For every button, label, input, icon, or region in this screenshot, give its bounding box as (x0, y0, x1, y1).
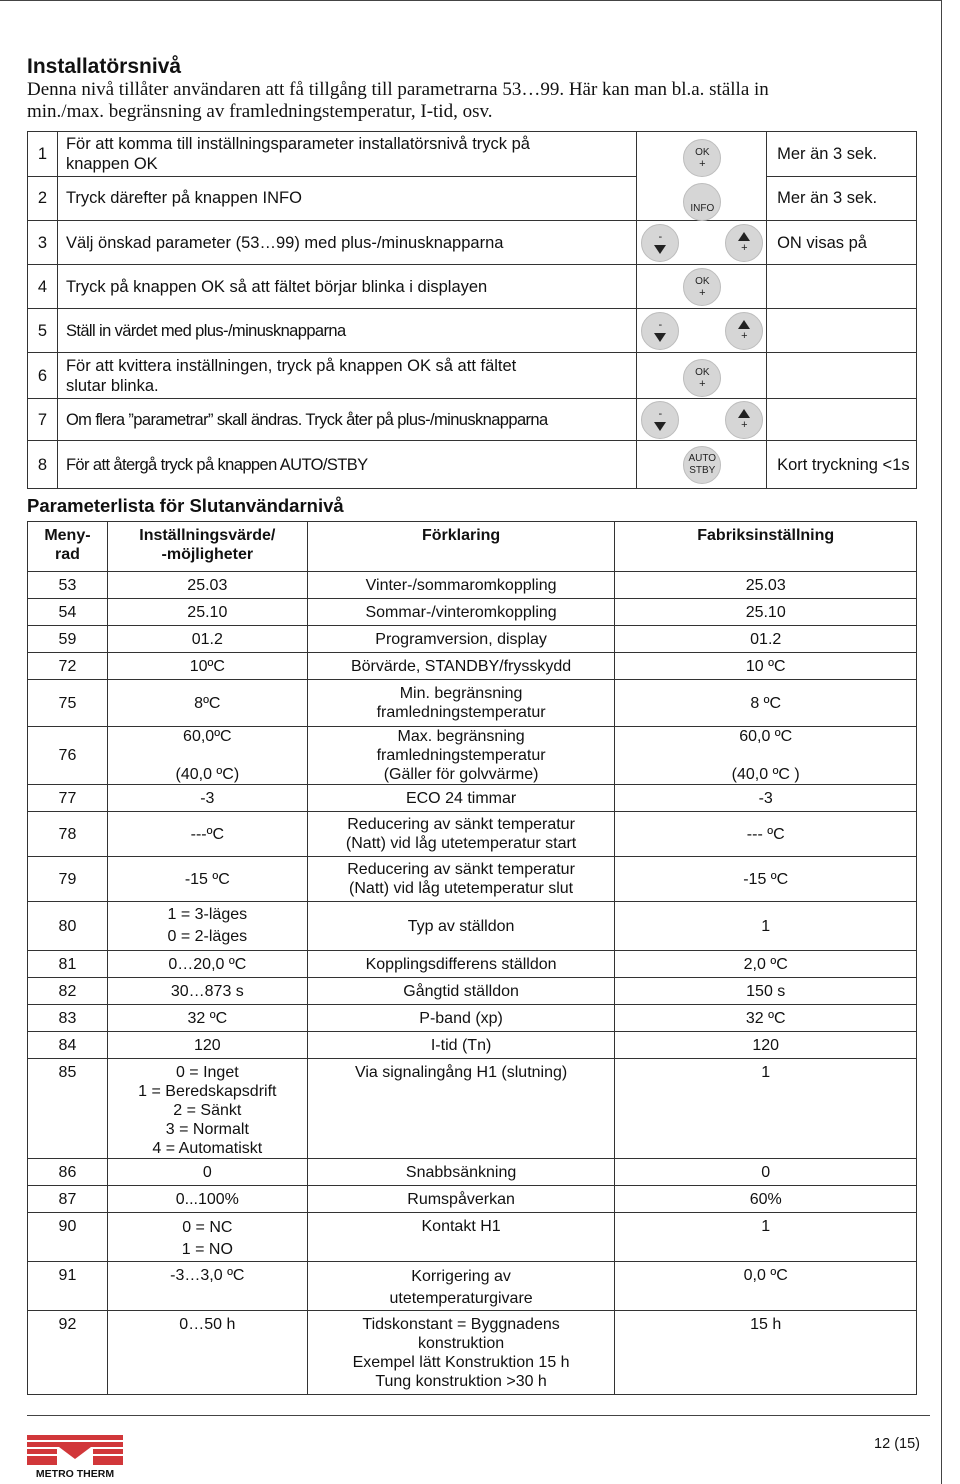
step-number: 7 (28, 399, 58, 441)
header-menu-row: Meny- rad (28, 522, 108, 572)
table-header-row (28, 522, 917, 572)
step-description: För att kvittera inställningen, tryck på knappen OK så att fältet slutar blinka. (57, 353, 636, 399)
step-number: 5 (28, 309, 58, 353)
step-description: Tryck därefter på knappen INFO (57, 176, 636, 221)
table-row: 75 8ºC Min. begränsning framledningstemperatur 8 ºC (28, 680, 917, 727)
step-number: 1 (28, 132, 58, 177)
step-number: 3 (28, 221, 58, 265)
step-note (767, 309, 917, 353)
table-row: 81 0…20,0 ºC Kopplingsdifferens ställdon 2,0 ºC (28, 951, 917, 978)
section-heading: Installatörsnivå (27, 55, 182, 78)
header-explanation: Förklaring (307, 522, 615, 572)
step-row-8 (28, 441, 917, 489)
step-buttons (637, 265, 767, 309)
step-number: 2 (28, 176, 58, 221)
auto-stby-button-icon: AUTO STBY (683, 446, 721, 484)
intro-text-line-1: Denna nivå tillåter användaren att få tillgång till parametrarna 53…99. Här kan man bl.a. ställa in (27, 79, 769, 100)
ok-button-icon: OK + (683, 359, 721, 397)
table-row: 78 ---ºC Reducering av sänkt temperatur (Natt) vid låg utetemperatur start --- ºC (28, 812, 917, 857)
info-button-icon: INFO (683, 183, 721, 221)
table-row: 84 120 I-tid (Tn) 120 (28, 1032, 917, 1059)
table-row: 76 60,0ºC (40,0 ºC) Max. begränsning framledningstemperatur (Gäller för golvvärme) 60,0 ºC (40,0 ºC ) (28, 727, 917, 785)
table-row: 72 10ºC Börvärde, STANDBY/frysskydd 10 ºC (28, 653, 917, 680)
minus-button-icon: - (641, 401, 679, 439)
step-buttons (637, 441, 767, 489)
parameter-table (27, 521, 917, 1395)
table-row: 91 -3…3,0 ºC Korrigering av utetemperaturgivare 0,0 ºC (28, 1262, 917, 1311)
table-row: 90 0 = NC 1 = NO Kontakt H1 1 (28, 1213, 917, 1262)
step-description: Om flera ”parametrar” skall ändras. Tryck åter på plus-/minusknapparna (57, 399, 636, 441)
table-row: 59 01.2 Programversion, display 01.2 (28, 626, 917, 653)
step-row-2 (28, 176, 917, 221)
step-number: 8 (28, 441, 58, 489)
step-note: Kort tryckning <1s (767, 441, 917, 489)
step-note (767, 353, 917, 399)
step-row-7 (28, 399, 917, 441)
footer-divider (27, 1415, 930, 1416)
step-buttons (637, 353, 767, 399)
step-description: Välj önskad parameter (53…99) med plus-/minusknapparna (57, 221, 636, 265)
step-note: Mer än 3 sek. (767, 132, 917, 177)
step-buttons (637, 221, 767, 265)
step-note (767, 399, 917, 441)
step-number: 6 (28, 353, 58, 399)
table-row: 86 0 Snabbsänkning 0 (28, 1159, 917, 1186)
table-row: 83 32 ºC P-band (xp) 32 ºC (28, 1005, 917, 1032)
step-description: För att återgå tryck på knappen AUTO/STBY (57, 441, 636, 489)
step-buttons-1-2 (637, 132, 767, 221)
step-note: ON visas på (767, 221, 917, 265)
steps-table (27, 131, 917, 489)
table-row: 85 0 = Inget 1 = Beredskapsdrift 2 = Sänkt 3 = Normalt 4 = Automatiskt Via signalingång H1 (slutning) 1 (28, 1059, 917, 1159)
step-description: För att komma till inställningsparameter installatörsnivå tryck på knappen OK (57, 132, 636, 177)
step-description: Tryck på knappen OK så att fältet börjar blinka i displayen (57, 265, 636, 309)
step-row-4 (28, 265, 917, 309)
plus-button-icon: + (725, 224, 763, 262)
minus-button-icon: - (641, 224, 679, 262)
minus-button-icon: - (641, 312, 679, 350)
step-row-1 (28, 132, 917, 177)
step-note: Mer än 3 sek. (767, 176, 917, 221)
step-buttons (637, 309, 767, 353)
step-description: Ställ in värdet med plus-/minusknapparna (57, 309, 636, 353)
step-number: 4 (28, 265, 58, 309)
step-note (767, 265, 917, 309)
ok-button-icon: OK + (683, 139, 721, 177)
logo-text: METRO THERM (35, 1468, 115, 1479)
page-number: 12 (15) (874, 1436, 920, 1452)
header-setting-value: Inställningsvärde/ -möjligheter (107, 522, 307, 572)
parameter-list-title: Parameterlista för Slutanvändarnivå (27, 495, 344, 516)
plus-button-icon: + (725, 401, 763, 439)
step-row-5 (28, 309, 917, 353)
table-row: 80 1 = 3-läges 0 = 2-läges Typ av ställdon 1 (28, 902, 917, 951)
header-factory-setting: Fabriksinställning (615, 522, 917, 572)
step-buttons (637, 399, 767, 441)
metro-therm-logo (27, 1433, 123, 1479)
plus-button-icon: + (725, 312, 763, 350)
step-row-6 (28, 353, 917, 399)
table-row: 87 0...100% Rumspåverkan 60% (28, 1186, 917, 1213)
table-row: 79 -15 ºC Reducering av sänkt temperatur (Natt) vid låg utetemperatur slut -15 ºC (28, 857, 917, 902)
table-row: 92 0…50 h Tidskonstant = Byggnadens konstruktion Exempel lätt Konstruktion 15 h Tung konstruktion >30 h 15 h (28, 1311, 917, 1395)
table-row: 54 25.10 Sommar-/vinteromkoppling 25.10 (28, 599, 917, 626)
ok-button-icon: OK + (683, 268, 721, 306)
intro-text-line-2: min./max. begränsning av framledningstemperatur, I-tid, osv. (27, 101, 493, 122)
step-row-3 (28, 221, 917, 265)
table-row: 77 -3 ECO 24 timmar -3 (28, 785, 917, 812)
table-row: 82 30…873 s Gångtid ställdon 150 s (28, 978, 917, 1005)
intro-section (27, 55, 907, 123)
table-row: 53 25.03 Vinter-/sommaromkoppling 25.03 (28, 572, 917, 599)
